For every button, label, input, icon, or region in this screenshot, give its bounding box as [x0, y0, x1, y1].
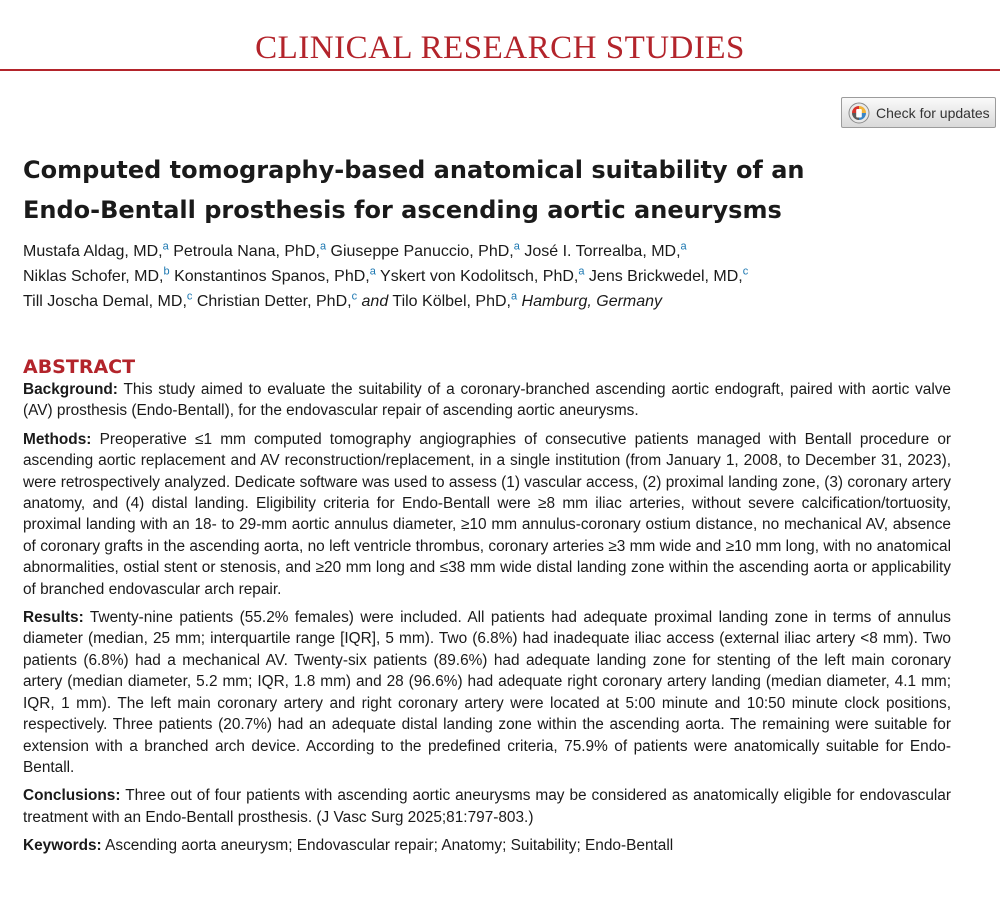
journal-header — [0, 0, 1000, 72]
affiliation-marker[interactable]: a — [162, 240, 169, 253]
affiliation-marker[interactable]: c — [186, 290, 193, 303]
affiliation-marker[interactable]: a — [680, 240, 687, 253]
author-name: Yskert von Kodolitsch, PhD, — [380, 268, 579, 285]
crossmark-icon — [848, 102, 870, 124]
section-text: This study aimed to evaluate the suitability of a coronary-branched ascending aortic endograft, paired with aortic valve (AV) prosthesis (Endo-Bentall), for the endovascular repair of ascending aortic aneurysms. — [23, 381, 951, 420]
section-text: Preoperative ≤1 mm computed tomography angiographies of consecutive patients managed with Bentall procedure or ascending aortic replacement and AV reconstruction/replacement, in a single institution (from January 1, 2008, to December 31, 2023), were retrospectively analyzed. Dedicate software was used to assess (1) vascular access, (2) proximal landing zone, (3) coronary artery anatomy, and (4) distal landing. Eligibility criteria for Endo-Bentall were ≥8 mm iliac arteries, without severe calcification/tortuosity, proximal landing with an 18- to 29-mm aortic annulus diameter, ≥10 mm annulus-coronary ostium distance, no mechanical AV, absence of coronary grafts in the ascending aorta, no left ventricle thrombus, coronary arteries ≥3 mm wide and ≥10 mm long, with no anatomical abnormalities, ostial stent or stenosis, and ≥20 mm long and ≤38 mm wide distal landing zone within the ascending aorta or applicability of branched endovascular arch repair. — [23, 430, 951, 598]
section-text: Three out of four patients with ascending aortic aneurysms may be considered as anatomically eligible for endovascular treatment with an Endo-Bentall prosthesis. (J Vasc Surg 2025;81:797-803.) — [23, 787, 951, 826]
affiliation-marker[interactable]: c — [351, 290, 358, 303]
section-label: Methods: — [23, 430, 92, 448]
author-name: Konstantinos Spanos, PhD, — [174, 268, 370, 285]
abstract-conclusions — [23, 785, 951, 828]
author-line-2 — [23, 264, 983, 289]
check-for-updates-label: Check for updates — [876, 104, 990, 121]
abstract-results — [23, 607, 951, 778]
header-rule — [0, 69, 1000, 71]
author-name: Giuseppe Panuccio, PhD, — [330, 243, 514, 260]
article-title-line-2: Endo-Bentall prosthesis for ascending aortic aneurysms — [23, 196, 782, 224]
article-title-line-1: Computed tomography-based anatomical suitability of an — [23, 156, 805, 184]
section-label: Results: — [23, 609, 84, 627]
affiliation-marker[interactable]: a — [513, 240, 520, 253]
author-name: Tilo Kölbel, PhD, — [392, 293, 511, 310]
author-name: Christian Detter, PhD, — [196, 293, 352, 310]
author-conjunction: and — [361, 293, 389, 310]
affiliation-marker[interactable]: a — [510, 290, 518, 303]
author-name: Jens Brickwedel, MD, — [588, 268, 743, 285]
abstract-background — [23, 379, 951, 422]
affiliation-marker[interactable]: c — [742, 265, 749, 278]
author-name: Till Joscha Demal, MD, — [23, 293, 187, 310]
abstract-heading: ABSTRACT — [23, 356, 136, 378]
abstract-methods — [23, 429, 951, 600]
section-label: Conclusions: — [23, 787, 121, 805]
author-name: Niklas Schofer, MD, — [23, 268, 164, 285]
abstract-body — [23, 379, 951, 864]
author-line-3 — [23, 289, 983, 314]
author-location: Hamburg, Germany — [521, 293, 663, 310]
article-title — [23, 150, 923, 230]
author-line-1 — [23, 239, 983, 264]
keywords-text: Ascending aorta aneurysm; Endovascular repair; Anatomy; Suitability; Endo-Bentall — [105, 837, 674, 855]
affiliation-marker[interactable]: b — [163, 265, 170, 278]
journal-section-title: CLINICAL RESEARCH STUDIES — [255, 30, 745, 66]
affiliation-marker[interactable]: a — [578, 265, 585, 278]
section-label: Background: — [23, 381, 118, 398]
author-name: José I. Torrealba, MD, — [524, 243, 681, 260]
affiliation-marker[interactable]: a — [369, 265, 376, 278]
section-text: Twenty-nine patients (55.2% females) were included. All patients had adequate proximal landing zone in terms of annulus diameter (median, 25 mm; interquartile range [IQR], 5 mm). Two (6.8%) had inadequate iliac access (external iliac artery <8 mm). Two patients (6.8%) had a mechanical AV. Twenty-six patients (89.6%) had adequate landing zone for stenting of the left main coronary artery (median diameter, 5.2 mm; IQR, 1.8 mm) and 28 (96.6%) had adequate right coronary artery landing (median diameter, 4.1 mm; IQR, 1 mm). The left main coronary artery and right coronary artery were located at 5:00 minute and 10:50 minute clock positions, respectively. Three patients (20.7%) had an adequate distal landing zone within the ascending aorta. The remaining were suitable for extension with a branched arch device. According to the predefined criteria, 75.9% of patients were anatomically suitable for Endo-Bentall. — [23, 609, 952, 776]
affiliation-marker[interactable]: a — [319, 240, 327, 253]
abstract-keywords — [23, 835, 951, 856]
author-name: Petroula Nana, PhD, — [173, 243, 320, 260]
check-for-updates-button[interactable] — [841, 97, 996, 128]
keywords-label: Keywords: — [23, 837, 102, 855]
author-name: Mustafa Aldag, MD, — [23, 243, 163, 260]
author-list — [23, 239, 983, 314]
